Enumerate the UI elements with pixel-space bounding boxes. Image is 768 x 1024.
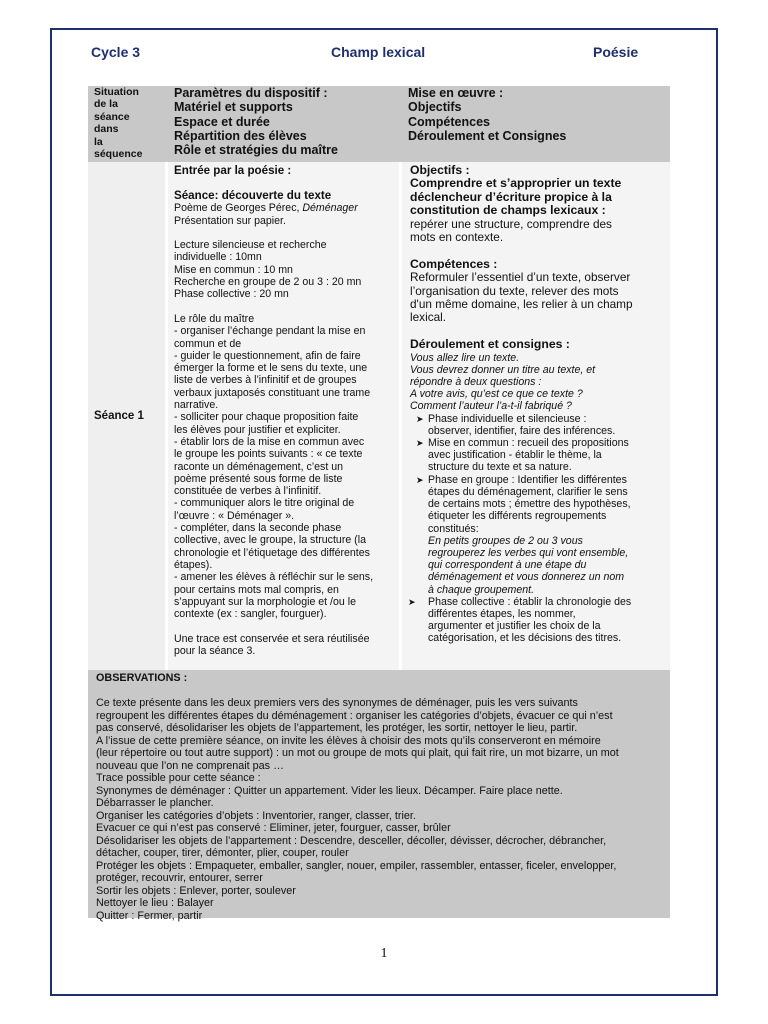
table-header-row xyxy=(88,86,670,162)
header-line: Matériel et supports xyxy=(174,100,293,115)
phase-item xyxy=(410,413,666,425)
header-line: Paramètres du dispositif : xyxy=(174,86,328,100)
page-number: 1 xyxy=(380,946,388,961)
subject-label: Poésie xyxy=(593,44,639,60)
header-situation xyxy=(88,86,168,162)
role-line: constituée de verbes à l’infinitif. xyxy=(174,485,322,498)
phase-item xyxy=(410,474,666,486)
poem-title: Déménager xyxy=(302,202,358,215)
mise-en-oeuvre-cell xyxy=(402,162,670,670)
phase-item-cont: avec justification - établir le thème, la xyxy=(428,449,602,462)
observation-line: Trace possible pour cette séance : xyxy=(96,772,261,784)
objectif-line: mots en contexte. xyxy=(410,230,504,245)
header-line: Espace et durée xyxy=(174,114,270,129)
header-parametres xyxy=(168,86,402,162)
observations-heading: OBSERVATIONS : xyxy=(96,672,188,684)
presentation-line: Présentation sur papier. xyxy=(174,214,286,227)
seance-row xyxy=(88,162,670,670)
header-line: la xyxy=(94,135,103,148)
header-line: Déroulement et Consignes xyxy=(408,128,567,143)
competence-line: lexical. xyxy=(410,310,447,325)
role-line: - compléter, dans la seconde phase xyxy=(174,522,342,535)
phase-text: Mise en commun : recueil des propositions xyxy=(428,437,629,450)
arrow-bullet-icon: ➤ xyxy=(416,438,424,449)
role-line: poème présenté sous forme de liste xyxy=(174,472,343,485)
arrow-bullet-icon: ➤ xyxy=(408,596,416,607)
role-line: - établir lors de la mise en commun avec xyxy=(174,435,365,448)
observation-line: (leur répertoire ou tout autre support) : un mot ou groupe de mots qui plait, qui fait rire, un mot bizarre, un mot xyxy=(96,747,619,759)
header-line: séquence xyxy=(94,148,143,161)
header-line: séance xyxy=(94,110,130,123)
phase-item xyxy=(410,596,666,608)
deroulement-heading: Déroulement et consignes : xyxy=(410,337,570,352)
observations-box xyxy=(88,670,670,922)
header-line: Mise en œuvre : xyxy=(408,86,504,100)
consigne-line: Comment l’auteur l’a-t-il fabriqué ? xyxy=(410,400,572,413)
poem-author: Poème de Georges Pérec, xyxy=(174,202,303,215)
consigne-line: Vous devrez donner un titre au texte, et xyxy=(410,363,596,376)
observation-line: Débarrasser le plancher. xyxy=(96,797,214,809)
observation-line: Organiser les catégories d’objets : Inventorier, ranger, classer, trier. xyxy=(96,809,416,822)
header-line: Compétences xyxy=(408,114,490,129)
competence-line: d'un même domaine, les relier à un champ xyxy=(410,297,633,312)
cycle-label: Cycle 3 xyxy=(91,44,141,60)
objectif-line: repérer une structure, comprendre des xyxy=(410,216,612,231)
dispositif-cell xyxy=(168,162,402,670)
phase-text: Phase collective : établir la chronologie des xyxy=(428,595,632,608)
role-line: le groupe les points suivants : « ce texte xyxy=(174,448,363,461)
objectif-line: Comprendre et s’approprier un texte xyxy=(410,176,622,191)
phase-text: Phase individuelle et silencieuse : xyxy=(428,412,587,425)
competence-line: l’organisation du texte, relever des mots xyxy=(410,283,619,298)
competences-heading: Compétences : xyxy=(410,256,498,271)
role-line: Le rôle du maître xyxy=(174,312,255,325)
seance-title: Séance: découverte du texte xyxy=(174,189,332,203)
header-line: Situation xyxy=(94,86,139,98)
phase-consigne: à chaque groupement. xyxy=(428,583,535,596)
role-line: les élèves pour justifier et expliciter. xyxy=(174,423,341,436)
observation-line: nouveau que l’on ne comprenait pas … xyxy=(96,759,284,772)
phase-item-cont: observer, identifier, faire des inférences. xyxy=(428,424,616,437)
role-line: raconte un déménagement, c’est un xyxy=(174,460,344,473)
role-line: liste de verbes à l’infinitif et de groupes xyxy=(174,374,357,387)
poem-line xyxy=(174,202,395,214)
role-line: verbaux juxtaposés constituant une trame xyxy=(174,386,371,399)
consigne-line: répondre à deux questions : xyxy=(410,376,542,389)
observation-line: protéger, recouvrir, entourer, serrer xyxy=(96,872,263,884)
lesson-table xyxy=(88,86,670,922)
role-line: collective, avec le groupe, la structure (la xyxy=(174,534,366,547)
document-title: Champ lexical xyxy=(331,44,426,60)
entry-heading: Entrée par la poésie : xyxy=(174,164,292,177)
role-line: - amener les élèves à réfléchir sur le sens, xyxy=(174,571,374,584)
phase-consigne: déménagement et vous donnerez un nom xyxy=(428,571,625,584)
trace-line: pour la séance 3. xyxy=(174,644,256,657)
observation-line: Quitter : Fermer, partir xyxy=(96,909,203,922)
trace-line: Une trace est conservée et sera réutilisée xyxy=(174,632,370,645)
role-line: commun et de xyxy=(174,337,242,350)
phase-item xyxy=(410,437,666,449)
header-line: dans xyxy=(94,123,119,136)
header-mise-en-oeuvre xyxy=(402,86,670,162)
role-line: s’appuyant sur la morphologie et /ou le xyxy=(174,595,356,608)
timing-line: Recherche en groupe de 2 ou 3 : 20 mn xyxy=(174,276,362,289)
phase-item-cont: catégorisation, et les décisions des titres. xyxy=(428,632,622,645)
observation-line: A l’issue de cette première séance, on invite les élèves à choisir des mots qu’ils conserveront en mémoire xyxy=(96,734,601,747)
observation-line: Nettoyer le lieu : Balayer xyxy=(96,897,214,909)
header-line: Objectifs xyxy=(408,100,462,115)
observation-line: détacher, couper, tirer, démonter, plier, couper, rouler xyxy=(96,847,349,859)
objectif-line: déclencheur d’écriture propice à la xyxy=(410,189,612,204)
role-line: émerger la forme et le sens du texte, une xyxy=(174,362,368,375)
consigne-line: A votre avis, qu’est ce que ce texte ? xyxy=(410,388,583,401)
phase-item-cont: étapes du déménagement, clarifier le sens xyxy=(428,485,628,498)
role-line: narrative. xyxy=(174,399,219,412)
role-line: l’œuvre : « Déménager ». xyxy=(174,509,295,522)
observation-line: pas conservé, désolidariser les objets de l’appartement, les protéger, les sortir, nettoyer le lieu, partir. xyxy=(96,722,578,734)
role-line: - guider le questionnement, afin de faire xyxy=(174,349,361,362)
role-line: chronologie et l’étiquetage des différentes xyxy=(174,546,370,559)
timing-line: Lecture silencieuse et recherche xyxy=(174,239,327,252)
arrow-bullet-icon: ➤ xyxy=(416,474,424,485)
header-line: Répartition des élèves xyxy=(174,128,307,143)
timing-line: Phase collective : 20 mn xyxy=(174,288,289,301)
role-line: contexte (ex : sangler, fourguer). xyxy=(174,608,327,621)
competence-line: Reformuler l’essentiel d’un texte, observer xyxy=(410,270,631,285)
phase-item-cont: argumenter et justifier les choix de la xyxy=(428,620,601,633)
phase-item-cont: structure du texte et sa nature. xyxy=(428,461,572,474)
phase-consigne: qui correspondent à une étape du xyxy=(428,559,587,572)
phase-item-cont: constitués: xyxy=(428,522,479,535)
phase-text: Phase en groupe : Identifier les différentes xyxy=(428,473,627,486)
role-line: pour certains mots mal compris, en xyxy=(174,583,339,596)
role-line: - organiser l’échange pendant la mise en xyxy=(174,325,366,338)
role-line: - solliciter pour chaque proposition faite xyxy=(174,411,359,424)
observation-line: Ce texte présente dans les deux premiers vers des synonymes de déménager, puis les vers suivants xyxy=(96,697,578,709)
observation-line: Protéger les objets : Empaqueter, emballer, sangler, nouer, empiler, rassembler, entasser, ficeler, envelopper, xyxy=(96,859,617,872)
observation-line: Sortir les objets : Enlever, porter, soulever xyxy=(96,884,296,897)
role-line: - communiquer alors le titre original de xyxy=(174,497,355,510)
phase-consigne: En petits groupes de 2 ou 3 vous xyxy=(428,534,583,547)
observation-line: Synonymes de déménager : Quitter un appartement. Vider les lieux. Décamper. Faire place nette. xyxy=(96,784,563,797)
observation-line: Evacuer ce qui n’est pas conservé : Eliminer, jeter, fourguer, casser, brûler xyxy=(96,822,451,834)
phase-consigne: regrouperez les verbes qui vont ensemble, xyxy=(428,546,629,559)
role-line: étapes). xyxy=(174,558,213,571)
phase-item-cont: différentes étapes, les nommer, xyxy=(428,607,576,620)
phase-item-cont: de certains mots ; émettre des hypothèses, xyxy=(428,498,631,511)
observation-line: regroupent les différentes étapes du déménagement : organiser les catégories d’objets, évacuer ce qui n’est xyxy=(96,709,613,722)
arrow-bullet-icon: ➤ xyxy=(416,413,424,424)
header-line: de la xyxy=(94,98,118,111)
timing-line: individuelle : 10mn xyxy=(174,251,262,264)
objectifs-heading: Objectifs : xyxy=(410,163,470,177)
phase-item-cont: étiqueter les différents regroupements xyxy=(428,510,607,523)
seance-label: Séance 1 xyxy=(88,162,168,670)
header-line: Rôle et stratégies du maître xyxy=(174,143,338,158)
consigne-line: Vous allez lire un texte. xyxy=(410,351,520,364)
objectif-line: constitution de champs lexicaux : xyxy=(410,203,606,218)
observation-line: Désolidariser les objets de l’appartement : Descendre, desceller, décoller, dévisser, décrocher, débrancher, xyxy=(96,834,607,847)
timing-line: Mise en commun : 10 mn xyxy=(174,263,293,276)
